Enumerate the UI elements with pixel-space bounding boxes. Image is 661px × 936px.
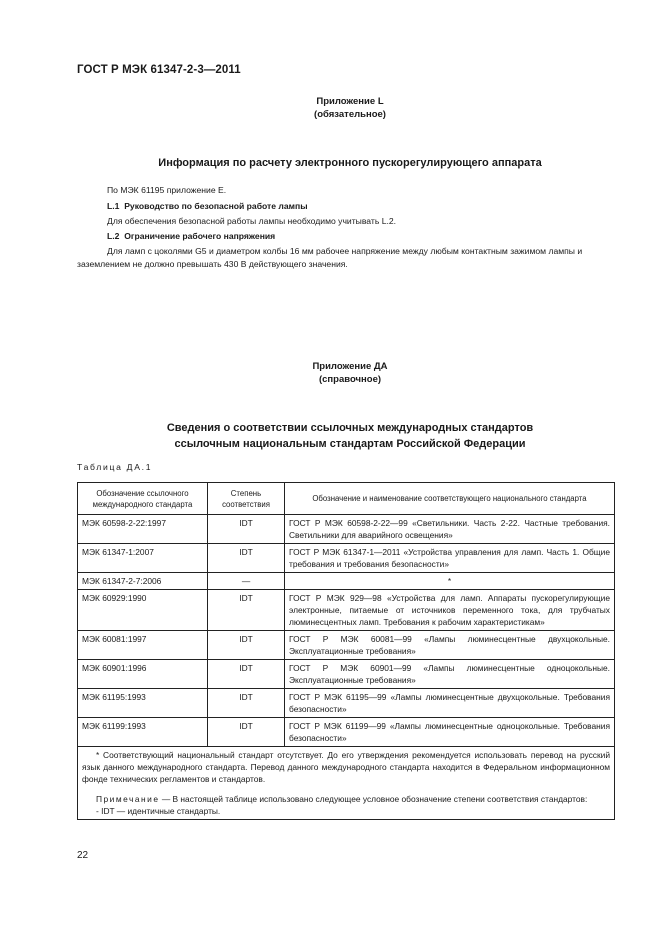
note-item: - IDT — идентичные стандарты. [96,806,221,816]
table-footnotes [78,747,615,820]
table-row [78,718,615,747]
table-row [78,544,615,573]
correspondence-table [77,482,615,820]
row-national: ГОСТ Р МЭК 61195—99 «Лампы люминесцентные двухцокольные. Требования безопасности» [285,689,615,718]
appendix-da-label: Приложение ДА [312,361,388,372]
table-footer-row [78,747,615,820]
row-national: ГОСТ Р МЭК 61199—99 «Лампы люминесцентные одноцокольные. Требования безопасности» [285,718,615,747]
row-reference: МЭК 60598-2-22:1997 [78,515,208,544]
row-reference: МЭК 61347-2-7:2006 [78,573,208,590]
header-national-standard: Обозначение и наименование соответствующего национального стандарта [285,483,615,515]
note-label: Примечание [96,794,160,804]
appendix-da-status: (справочное) [318,374,382,385]
note-text: — В настоящей таблице использовано следующее условное обозначение степени соответствия стандартов: [161,794,588,804]
row-degree: IDT [208,631,285,660]
header-degree: Степень соответствия [208,483,285,515]
section-l2-text: Для ламп с цоколями G5 и диаметром колбы 16 мм рабочее напряжение между любым контактным зажимом лампы и заземлением не должно превышать 430 В действующего значения. [77,246,583,269]
section-l1-heading [77,200,615,213]
row-national: ГОСТ Р МЭК 60081—99 «Лампы люминесцентные двухцокольные. Эксплуатационные требования» [285,631,615,660]
table-note [82,793,610,805]
row-degree: IDT [208,718,285,747]
appendix-l-heading [40,95,660,121]
row-reference: МЭК 60081:1997 [78,631,208,660]
table-row [78,590,615,631]
appendix-da-title-line2: ссылочным национальным стандартам Российской Федерации [174,438,526,450]
row-degree: IDT [208,660,285,689]
row-reference: МЭК 60929:1990 [78,590,208,631]
table-row [78,689,615,718]
document-header-title: ГОСТ Р МЭК 61347-2-3—2011 [77,64,241,76]
row-national: * [285,573,615,590]
appendix-da-heading [40,360,660,386]
row-degree: IDT [208,689,285,718]
row-degree: IDT [208,590,285,631]
row-reference: МЭК 61195:1993 [78,689,208,718]
section-l2-title: Ограничение рабочего напряжения [124,231,276,241]
table-header-row [78,483,615,515]
section-l2-heading [77,230,615,243]
row-degree: IDT [208,515,285,544]
row-national: ГОСТ Р МЭК 60901—99 «Лампы люминесцентные одноцокольные. Эксплуатационные требования» [285,660,615,689]
appendix-l-intro: По МЭК 61195 приложение E. [107,185,227,195]
section-l1-title: Руководство по безопасной работе лампы [124,201,308,211]
table-row [78,631,615,660]
table-row [78,660,615,689]
row-reference: МЭК 60901:1996 [78,660,208,689]
section-l1-text: Для обеспечения безопасной работы лампы необходимо учитывать L.2. [107,216,397,226]
table-row [78,573,615,590]
row-degree: — [208,573,285,590]
row-national: ГОСТ Р МЭК 61347-1—2011 «Устройства управления для ламп. Часть 1. Общие требования и требования безопасности» [285,544,615,573]
row-national: ГОСТ Р МЭК 60598-2-22—99 «Светильники. Часть 2-22. Частные требования. Светильники для аварийного освещения» [285,515,615,544]
row-national: ГОСТ Р МЭК 929—98 «Устройства для ламп. Аппараты пускорегулирующие электронные, питаемые от источников переменного тока, для трубчатых люминесцентных ламп. Требования к рабочим характеристикам» [285,590,615,631]
row-degree: IDT [208,544,285,573]
section-l2-number: L.2 [107,231,120,241]
row-reference: МЭК 61347-1:2007 [78,544,208,573]
appendix-da-title-line1: Сведения о соответствии ссылочных международных стандартов [166,422,534,434]
page-number: 22 [77,850,89,861]
appendix-l-status: (обязательное) [314,109,386,120]
appendix-l-title: Информация по расчету электронного пускорегулирующего аппарата [158,157,542,169]
table-caption: Таблица ДА.1 [77,462,153,472]
section-l1-number: L.1 [107,201,120,211]
appendix-da-title [40,420,660,452]
appendix-l-label: Приложение L [316,96,384,107]
header-reference-standard: Обозначение ссылочного международного стандарта [78,483,208,515]
row-reference: МЭК 61199:1993 [78,718,208,747]
table-footnote: * Соответствующий национальный стандарт отсутствует. До его утверждения рекомендуется использовать перевод на русский язык данного международного стандарта. Перевод данного международного стандарта находится в Федеральном информационном фонде технических регламентов и стандартов. [82,750,610,784]
table-row [78,515,615,544]
